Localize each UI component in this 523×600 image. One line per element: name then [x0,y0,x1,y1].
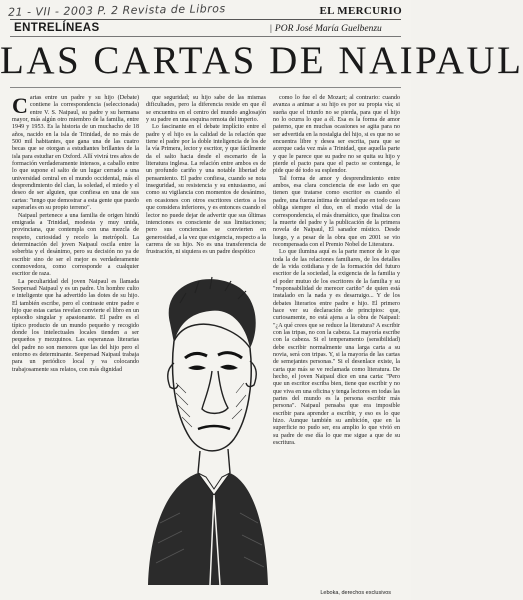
article-column-3 [273,95,400,580]
section-title: ENTRELÍNEAS [14,22,100,34]
face-outline [173,324,252,451]
newspaper-masthead: EL MERCURIO [319,5,402,17]
column-3-paragraph: Tal forma de amor y desprendimiento entre ambos, esa clara conciencia de ese lado en que tienen que tratarse como escritor es cuando el padre, una fuerza íntima de unidad que en todo caso obliga siempre el duo, en el modo vital de la correspondencia, el más dramático, que finaliza con la muerte del padre y la publicación de la primera novela de Naipaul, El sanador místico. Desde luego, y a pesar de la obra que en 2001 se vio recompensada con el Premio Nobel de Literatura. [273,175,400,248]
column-2-paragraph: Lo fascinante en el debate implícito entre el padre y el hijo es la calidad de la relación que tiene el padre por la doble inteligencia de los de la vía Primera, lector y escritor, y que fácilmente da el salto hacia desde el escenario de la literatura inglesa. La relación entre ambos es de un profundo cariño y una notable libertad de pensamiento. El padre confiesa, cuando se nota inseguridad, su resistencia y su entusiasmo, así como su vigilancia con momentos de desánimo, en ocasiones con otros escritores ciertos a los que considera inferiores, y es entonces cuando el lector no puede dejar de advertir que sus últimas intenciones es consciente de sus limitaciones; pero sus conciencias se convierten en generosidad, a la vez que exigencia, respecto a la carrera de su hijo. No es una transferencia de frustración, ni siquiera es un padre despótico [146,124,266,256]
top-rule [10,19,401,20]
column-2-paragraph: que seguridad; su hijo sabe de las mismas dificultades, pero la diferencia reside en que él se encuentra en el centro del mundo anglosajón y su padre en una esquina remota del imperio. [146,95,266,124]
article-headline: LAS CARTAS DE NAIPAUL [0,39,523,82]
column-3-paragraph: como lo fue el de Mozart; al contrario: cuando avanza a animar a su hijo es por su propia vía; si sueña que el triunfo no se pierda, para que el hijo no lo ocurra lo que a él. Esa es la forma de amor paterno, que en muchas ocasiones se agita para no ser advertida en la nostalgia del hijo, si es que no se encuentra libre y desea ser escrita, para que se acerque cada vez más a Trinidad, que aquella parte y que le parece que su padre no se quita su hijo y pierde el pacto para que el pacto se contenga, le pide que dé todo su esplendor. [273,95,400,175]
byline [270,24,382,34]
jacket [148,473,268,585]
headline-rule [10,87,401,88]
naipaul-caricature-illustration [140,263,270,585]
image-credit: Leboka, derechos exclusivos [320,590,391,596]
neck [198,449,230,473]
column-1-paragraph: La peculiaridad del joven Naipaul es llamada Seepersad Naipaul y es un padre. Un hombre culto e inteligente que ha advertido las dotes de su hijo. El también escribe, pero el contraste entre padre e hijo que estas cartas revelan convierte el libro en un episodio singular y apasionante. El padre es el típico producto de un mundo pequeño y recogido donde los intelectuales locales tienden a ser pequeños y mezquinos. Las esperanzas literarias del padre no son menores que las del hijo pero el entorno es determinante. Seepersad Naipaul trabaja para un periódico local y va colocando trabajosamente sus relatos, con más dignidad [12,278,139,373]
article-column-1 [12,95,139,580]
column-1-paragraph [12,95,139,213]
column-1-paragraph: Naipaul pertenece a una familia de origen hindú emigrada a Trinidad, modesta y muy unida, provinciana, que contempla con una mezcla de respeto, curiosidad y recelo la metrópoli. La determinación del joven Naipaul oscila entre la soberbia y el desánimo, pero su decisión no ya de escribir sino de ser el mejor es verdaderamente conmovedora, como corresponde a cualquier escritor de raza. [12,212,139,278]
byline-separator: | [270,24,272,34]
column-3-paragraph: Lo que ilumina aquí es la parte menor de lo que toda la de las relaciones familiares, de los detalles de la vida cotidiana y de la formación del futuro escritor de la sociedad, la exigencia de la familia y el poder mutuo de los escritores de la familia y su "responsabilidad de merecer cariño" de quien está instalado en la nada y es desarraigo... Y de los debates literarios entre padre e hijo. El primero hace ver su declaración de principios: que, curiosamente, no está ajena a la obra de Naipaul: "¿A qué crees que se reduce la literatura? A escribir con las tripas, no con la cabeza. La mayoría escribe con la cabeza. Si el temperamento (sensibilidad) debe escribir normalmente una larga carta a su novia, será con tripas. Y, si la mayoría de las cartas de semejantes personas." Si el desenlace existe, la carta que más se ve reclamada como literatura. De hecho, el joven Naipaul dice en una carta: "Pero que un escritor escriba bien, tiene que escribir y no que viva en una oficina y tenga lectores en todas las partes del mundo es la persona escribir más persona". Naipaul pensaba que era imposible escribir para aprender a escribir, y eso es lo que hizo. Aunque también su ambición, que en la superficie no pudo ser, era amplio lo que vivió en su padre de ese día lo que me sigue a que de su escritura. [273,249,400,447]
paragraph-text: artas entre un padre y su hijo (Debate) contiene la correspondencia (seleccionada) entre V. S. Naipaul, su padre y su hermana mayor, más algún otro miembro de la familia, entre 1949 y 1953. Es la historia de un muchacho de 18 años, nacido en la isla de Trinidad, de no más de 500 mil habitantes, que gana una de las cuatro becas que se otorgan a estudiantes brillantes de la isla para estudiar en Oxford. Allí vivirá tres años de formación verdaderamente intensos, a caballo entre lo que supone el salto de un lugar cerrado a una universidad central en el mundo occidental, más el desprendimiento del clan, la soledad, el miedo y el deseo de ser alguien, que confiesa en una de sus cartas: "tengo que demostrar a esta gente que puedo superarles en su propio terreno". [12,95,139,212]
handwritten-date-note: 21 - VII - 2003 P. 2 Revista de Libros [7,2,226,19]
section-rule [10,36,401,37]
byline-author: José María Guelbenzu [295,24,382,34]
drop-cap: C [12,93,28,118]
byline-prefix: POR [274,24,294,34]
